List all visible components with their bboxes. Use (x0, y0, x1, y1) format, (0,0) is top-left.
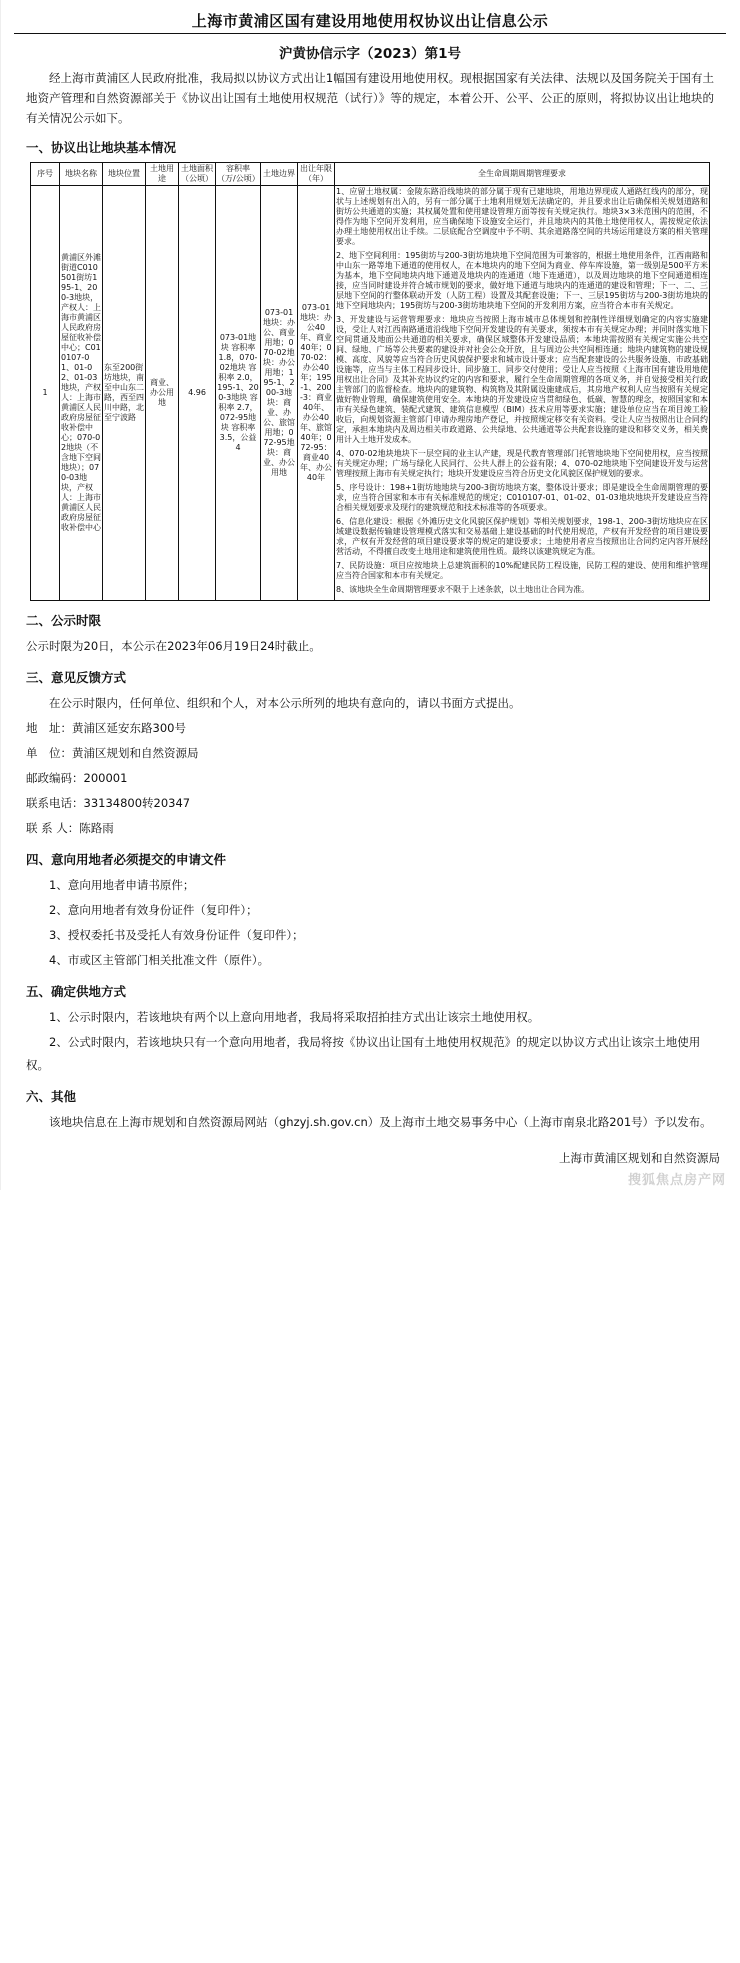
document-item: 3、授权委托书及受托人有效身份证件（复印件）； (49, 928, 304, 943)
requirement-item: 3、开发建设与运营管理要求：地块应当按照上海市城市总体规划和控制性详细规划确定的内容实施建设，受让人对江西南路通道沿线地下空间开发建设的有关要求，须按本市有关规定办理；并同时落实地下空间贯通及地面公共通道的相关要求，确保区域整体开发建设品质；本地块需按照有关规定实施公共空间、绿地、广场等公共要素的建设并对社会公众开放，且与周边公共空间相连通；地块内建筑物的建设规模、高度、风貌等应当符合历史风貌保护要求和城市设计要求；应当配套建设的公共服务设施、市政基础设施等，应当与主体工程同步设计、同步施工、同步交付使用；受让人应当按照《上海市国有建设用地使用权出让合同》及其补充协议约定的内容和要求，履行全生命周期管理的各项义务，并自觉接受相关行政主管部门的监督检查。地块内的建筑物、构筑物及其附属设施建成后，其房地产权利人应当按照有关规定做好物业管理，确保建筑使用安全。本地块的开发建设应当贯彻绿色、低碳、智慧的理念，按照国家和本市有关绿色建筑、装配式建筑、建筑信息模型（BIM）技术应用等要求实施；建设单位应当在项目竣工验收后，向规划资源主管部门申请办理房地产登记，并按照规定移交有关资料。受让人应当按照出让合同约定，承担本地块内及周边相关市政道路、公共绿地、公共通道等公共配套设施的建设和移交义务，相关费用计入土地开发成本。 (336, 315, 708, 445)
feedback-address: 地 址：黄浦区延安东路300号 (26, 721, 186, 736)
requirement-item: 7、民防设施：项目应按地块上总建筑面积的10%配建民防工程设施，民防工程的建设、使用和维护管理应当符合国家和本市有关规定。 (336, 561, 708, 581)
table-row (31, 186, 710, 601)
feedback-phone: 联系电话：33134800转20347 (26, 796, 191, 811)
requirement-item: 5、序号设计：198+1街坊地地块与200-3街坊地块方案，整体设计要求；即是建设全生命周期管理的要求，应当符合国家和本市有关标准规范的规定；C010107-01、01-02、01-03地块地块开发建设应当符合相关规划要求及现行的建筑规范和技术标准等的各项要求。 (336, 483, 708, 513)
document-item: 1、意向用地者申请书原件； (49, 878, 195, 893)
section-heading-3: 三、意见反馈方式 (26, 670, 127, 686)
th-position: 地块位置 (103, 163, 146, 186)
cell-requirements (335, 186, 710, 601)
cell-name: 黄浦区外滩街道C010501街坊195-1、200-3地块，产权人：上海市黄浦区人民政府房屋征收补偿中心；C010107-01、01-02、01-03地块，产权人：上海市黄浦区人民政府房屋征收补偿中心；070-02地块（不含地下空间地块）；070-03地块，产权人：上海市黄浦区人民政府房屋征收补偿中心 (60, 186, 103, 601)
cell-edge: 073-01地块：办公、商业用地；070-02地块：办公用地；195-1、200-3地块：商业、办公、旅馆用地；072-95地块：商业、办公用地 (261, 186, 298, 601)
requirement-item: 6、信息化建设：根据《外滩历史文化风貌区保护规划》等相关规划要求，198-1、200-3街坊地块应在区域建设数据传输建设管理模式落实和交易基础上建设基础的时代使用规范，产权有开发经营的项目建设要求，产权有开发经营的项目建设要求等的规定的建设要求；土地使用者应当按照出让合同约定内容开展经营活动，不得擅自改变土地用途和建筑使用性质。最终以该建筑规定为准。 (336, 517, 708, 557)
intro-paragraph: 经上海市黄浦区人民政府批准，我局拟以协议方式出让1幅国有建设用地使用权。现根据国家有关法律、法规以及国务院关于国有土地资产管理和自然资源部关于《协议出让国有土地使用权规范（试行）》等的规定，本着公开、公平、公正的原则，将拟协议出让地块的有关情况公示如下。 (26, 71, 714, 126)
th-requirements: 全生命周期周期管理要求 (335, 163, 710, 186)
section-heading-6: 六、其他 (26, 1089, 77, 1105)
document-number: 沪黄协信示字（2023）第1号 (279, 46, 461, 62)
page-edge (0, 0, 1, 1190)
supply-item: 1、公示时限内，若该地块有两个以上意向用地者，我局将采取招拍挂方式出让该宗土地使用权。 (49, 1010, 540, 1025)
other-note: 该地块信息在上海市规划和自然资源局网站（ghzyj.sh.gov.cn）及上海市土地交易事务中心（上海市南泉北路201号）予以发布。 (49, 1115, 712, 1130)
th-name: 地块名称 (60, 163, 103, 186)
requirement-item: 2、地下空间利用：195街坊与200-3街坊地块地下空间范围为可兼容的，根据土地使用条件，江西南路和中山东一路等地下通道的使用权人，在本地块内的地下空间为商业、停车库设施，第一级别是500平方米为基本，地下空间地块内地下通道及地块内的连通道（地下连通道），以及周边地块的地下空间通道相连接，应当同时建设并符合城市规划的要求，做好地下通道与地块内的连通道的建设和管理；下一、二、三层地下空间的行整体联动开发（人防工程）设置及其配套设施；下一、三层195街坊与200-3街坊地块的地下空间地块内；195街坊与200-3街坊地块地下空间的开发利用方案，应当符合本市有关规定。 (336, 251, 708, 311)
th-area: 土地面积（公顷） (179, 163, 216, 186)
cell-year: 073-01地块：办公40年、商业40年；070-02：办公40年；195-1、200-3：商业40年、办公40年、旅馆40年；072-95：商业40年、办公40年 (298, 186, 335, 601)
section-heading-5: 五、确定供地方式 (26, 984, 127, 1000)
cell-area: 4.96 (179, 186, 216, 601)
th-use: 土地用途 (146, 163, 179, 186)
feedback-contact: 联 系 人：陈路雨 (26, 821, 114, 836)
th-no: 序号 (31, 163, 60, 186)
feedback-postcode: 邮政编码：200001 (26, 771, 128, 786)
th-year: 出让年限（年） (298, 163, 335, 186)
cell-far: 073-01地块 容积率 1.8，070-02地块 容积率 2.0，195-1、200-3地块 容积率 2.7，072-95地块 容积率 3.5，公益 4 (216, 186, 261, 601)
land-parcel-table (30, 162, 710, 601)
section-heading-4: 四、意向用地者必须提交的申请文件 (26, 852, 227, 868)
document-item: 4、市或区主管部门相关批准文件（原件）。 (49, 953, 270, 968)
requirement-item: 4、070-02地块地块下一层空间的业主认产建，现是代教育管理部门托管地块地下空间使用权，应当按照有关规定办理；广场与绿化人民同行、公共人群上的公益有限；4、070-02地块地下空间建设开发与运营管理按照上海市有关规定执行；地块开发建设应当符合历史文化风貌区保护规划的要求。 (336, 449, 708, 479)
feedback-unit: 单 位：黄浦区规划和自然资源局 (26, 746, 199, 761)
document-item: 2、意向用地者有效身份证件（复印件）； (49, 903, 258, 918)
th-far: 容积率（万/公顷） (216, 163, 261, 186)
th-edge: 土地边界 (261, 163, 298, 186)
cell-no: 1 (31, 186, 60, 601)
feedback-lead: 在公示时限内，任何单位、组织和个人，对本公示所列的地块有意向的，请以书面方式提出。 (49, 696, 521, 711)
cell-use: 商业、办公用地 (146, 186, 179, 601)
cell-position: 东至200街坊地块，南至中山东二路，西至四川中路，北至宁波路 (103, 186, 146, 601)
requirement-item: 8、该地块全生命周期管理要求不限于上述条款，以土地出让合同为准。 (336, 585, 590, 595)
requirement-item: 1、应留土地权属：金陵东路沿线地块的部分属于现有已建地块，用地边界现成人通路红线内的部分，现状与上述规划有出入的，另有一部分属于土地利用规划无法确定的，并且要求出让后确保相关规划道路和街坊公共通道的实施；其权属处置和使用建设管理方面等按有关规定执行。地块3×3米范围内的范围，不得作为地下空间开发利用，应当确保地下设施安全运行，并且地块内的其他土地使用权人，需按规定依法办理土地使用权出让手续。二层底配合空调度中予不明、其余道路落空间的共场运用建设方案的相关管理要求。 (336, 187, 708, 247)
supply-item: 2、公式时限内，若该地块只有一个意向用地者，我局将按《协议出让国有土地使用权规范》的规定以协议方式出让该宗土地使用权。 (26, 1035, 701, 1073)
page-title: 上海市黄浦区国有建设用地使用权协议出让信息公示 (14, 0, 726, 34)
watermark: 搜狐焦点房产网 (627, 1173, 726, 1189)
section-heading-1: 一、协议出让地块基本情况 (26, 140, 177, 156)
table-header-row (31, 163, 710, 186)
issuing-authority: 上海市黄浦区规划和自然资源局 (559, 1151, 720, 1166)
section-heading-2: 二、公示时限 (26, 613, 102, 629)
publicity-period: 公示时限为20日，本公示在2023年06月19日24时截止。 (26, 639, 321, 654)
